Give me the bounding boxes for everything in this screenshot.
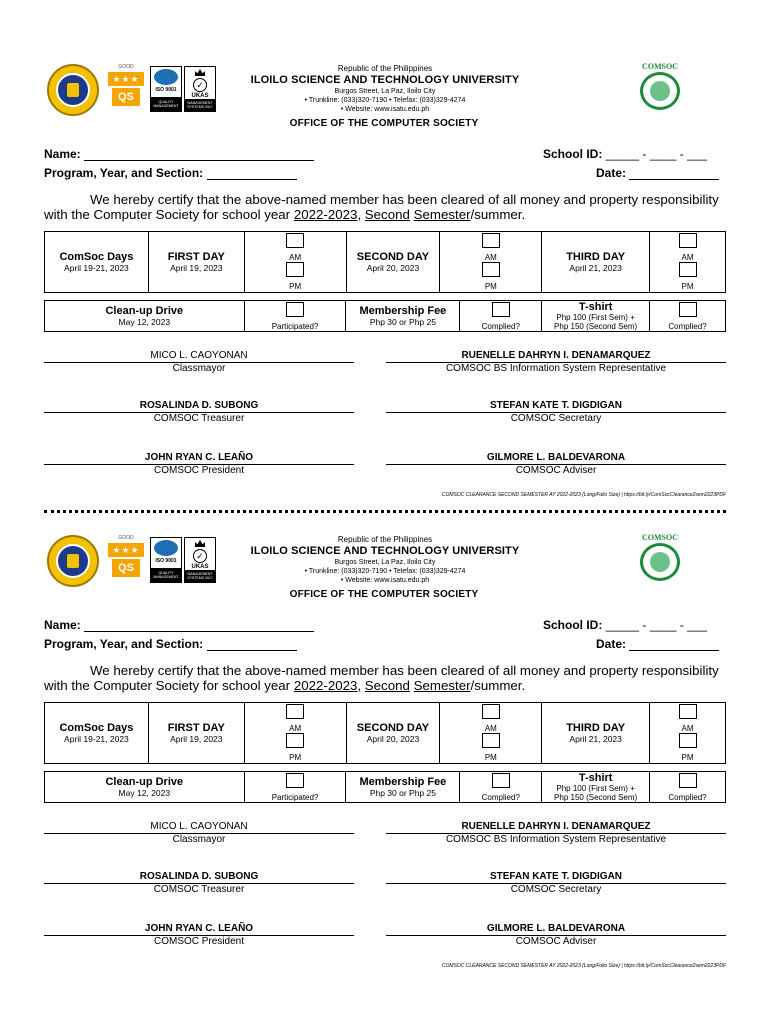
iso-9001-badge: ISO 9001 QUALITY MANAGEMENT [150,537,182,583]
day1-pm-checkbox[interactable] [286,733,304,748]
name-field[interactable]: Name: [44,147,314,161]
check-icon: ✓ [193,549,207,563]
footer-note: COMSOC CLEARANCE SECOND SEMESTER AY 2022-2023 (Long/Folio Size) | https://bit.ly/ComSocClearance2sem2223PDF [441,963,726,969]
program-field[interactable]: Program, Year, and Section: [44,637,297,651]
clearance-slip-1 [0,62,768,532]
day3-pm-checkbox[interactable] [679,262,697,277]
university-seal-icon [47,64,99,116]
university-seal-icon [47,535,99,587]
date-field[interactable]: Date: [596,166,719,180]
comsoc-days-table: ComSoc Days April 19-21, 2023 FIRST DAY April 19, 2023 AM PM SECOND DAY April 20, 2023 AM PM THIRD DAY April 21, 2023 AM PM [44,702,726,764]
school-id-field[interactable]: School ID: _____ - ____ - ___ [543,618,708,632]
university-header: Republic of the Philippines ILOILO SCIENCE AND TECHNOLOGY UNIVERSITY Burgos Street, La Paz, Iloilo City • Trunkline: (033)320-7190 • Telefax: (033)329-4274 • Website: www.isatu.edu.ph [230,64,540,114]
signatory-secretary: STEFAN KATE T. DIGDIGAN COMSOC Secretary [386,400,726,425]
certification-text: We hereby certify that the above-named member has been cleared of all money and property responsibility with the Computer Society for school year 2022-2023, Second Semester/summer. [44,663,719,693]
fee-checkbox[interactable] [492,302,510,317]
cleanup-checkbox[interactable] [286,302,304,317]
cleanup-checkbox[interactable] [286,773,304,788]
letterhead [44,62,724,132]
qs-rating-badge: GOOD ★★★ QS [108,72,144,108]
program-field[interactable]: Program, Year, and Section: [44,166,297,180]
day3-am-checkbox[interactable] [679,704,697,719]
requirements-table: Clean-up Drive May 12, 2023 Participated? Membership Fee Php 30 or Php 25 Complied? T-shirt Php 100 (First Sem) + Php 150 (Second Sem) Complied? [44,300,726,332]
footer-note: COMSOC CLEARANCE SECOND SEMESTER AY 2022-2023 (Long/Folio Size) | https://bit.ly/ComSocClearance2sem2223PDF [441,492,726,498]
comsoc-days-table: ComSoc Days April 19-21, 2023 FIRST DAY April 19, 2023 AM PM SECOND DAY April 20, 2023 AM PM THIRD DAY April 21, 2023 AM PM [44,231,726,293]
university-name: ILOILO SCIENCE AND TECHNOLOGY UNIVERSITY [250,74,520,86]
name-field[interactable]: Name: [44,618,314,632]
requirements-table: Clean-up Drive May 12, 2023 Participated? Membership Fee Php 30 or Php 25 Complied? T-shirt Php 100 (First Sem) + Php 150 (Second Sem) Complied? [44,771,726,803]
signatory-adviser: GILMORE L. BALDEVARONA COMSOC Adviser [386,923,726,948]
iso-9001-badge: ISO 9001 QUALITY MANAGEMENT [150,66,182,112]
school-id-field[interactable]: School ID: _____ - ____ - ___ [543,147,708,161]
tshirt-checkbox[interactable] [679,773,697,788]
ukas-badge: ✓ UKAS MANAGEMENT SYSTEMS 0017 [184,66,216,112]
comsoc-logo: COMSOC [634,62,686,114]
signatory-representative: RUENELLE DAHRYN I. DENAMARQUEZ COMSOC BS Information System Representative [386,350,726,375]
signatory-classmayor: MICO L. CAOYONAN Classmayor [44,350,354,375]
university-header: Republic of the Philippines ILOILO SCIENCE AND TECHNOLOGY UNIVERSITY Burgos Street, La Paz, Iloilo City • Trunkline: (033)320-7190 • Telefax: (033)329-4274 • Website: www.isatu.edu.ph [230,535,540,585]
crown-icon [195,540,205,547]
crown-icon [195,69,205,76]
university-name: ILOILO SCIENCE AND TECHNOLOGY UNIVERSITY [250,545,520,557]
office-title: OFFICE OF THE COMPUTER SOCIETY [289,118,479,129]
day3-am-checkbox[interactable] [679,233,697,248]
qs-rating-badge: GOOD ★★★ QS [108,543,144,579]
signatory-president: JOHN RYAN C. LEAÑO COMSOC President [44,923,354,948]
signatory-president: JOHN RYAN C. LEAÑO COMSOC President [44,452,354,477]
signatory-secretary: STEFAN KATE T. DIGDIGAN COMSOC Secretary [386,871,726,896]
signatory-treasurer: ROSALINDA D. SUBONG COMSOC Treasurer [44,871,354,896]
day2-pm-checkbox[interactable] [482,262,500,277]
tshirt-checkbox[interactable] [679,302,697,317]
signatory-treasurer: ROSALINDA D. SUBONG COMSOC Treasurer [44,400,354,425]
signatory-adviser: GILMORE L. BALDEVARONA COMSOC Adviser [386,452,726,477]
cut-line [44,510,726,513]
day1-pm-checkbox[interactable] [286,262,304,277]
date-field[interactable]: Date: [596,637,719,651]
fee-checkbox[interactable] [492,773,510,788]
check-icon: ✓ [193,78,207,92]
day2-am-checkbox[interactable] [482,233,500,248]
ukas-badge: ✓ UKAS MANAGEMENT SYSTEMS 0017 [184,537,216,583]
comsoc-logo: COMSOC [634,533,686,585]
day1-am-checkbox[interactable] [286,704,304,719]
signatory-classmayor: MICO L. CAOYONAN Classmayor [44,821,354,846]
certification-text: We hereby certify that the above-named member has been cleared of all money and property responsibility with the Computer Society for school year 2022-2023, Second Semester/summer. [44,192,719,222]
day1-am-checkbox[interactable] [286,233,304,248]
letterhead [44,533,724,603]
clearance-slip-2 [0,533,768,1003]
day2-am-checkbox[interactable] [482,704,500,719]
signatory-representative: RUENELLE DAHRYN I. DENAMARQUEZ COMSOC BS Information System Representative [386,821,726,846]
day2-pm-checkbox[interactable] [482,733,500,748]
office-title: OFFICE OF THE COMPUTER SOCIETY [289,589,479,600]
day3-pm-checkbox[interactable] [679,733,697,748]
